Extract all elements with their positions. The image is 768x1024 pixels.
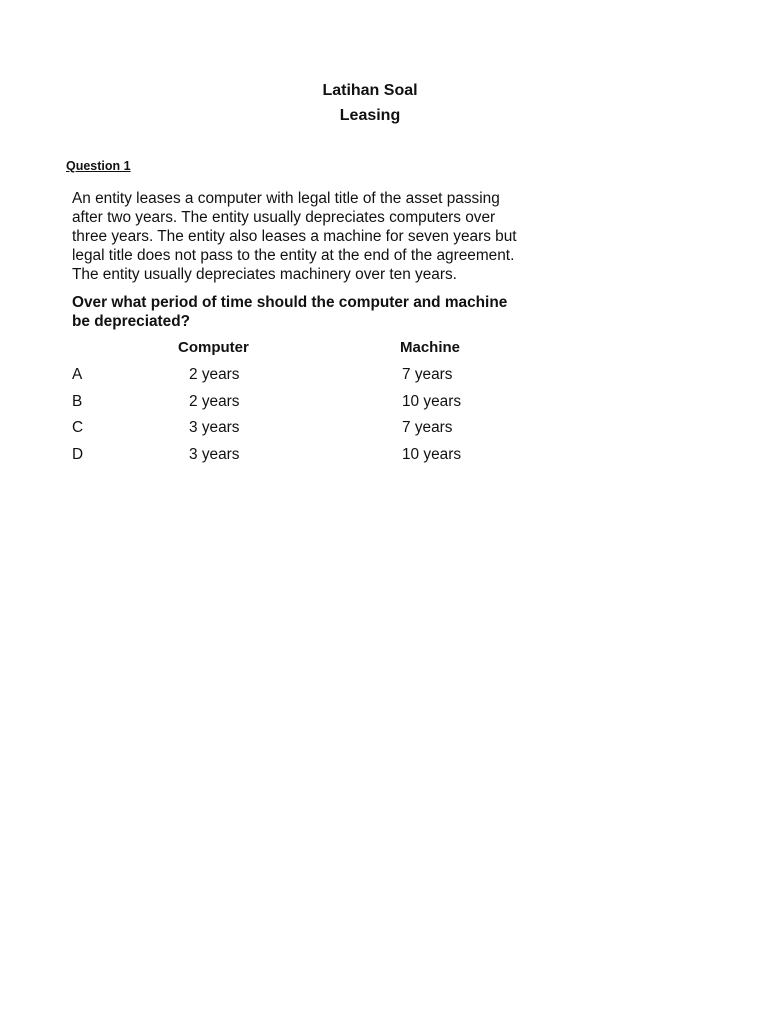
option-machine-value: 10 years xyxy=(402,393,462,410)
option-letter: D xyxy=(72,446,84,463)
question-body-line: after two years. The entity usually depreciates computers over xyxy=(72,209,496,226)
column-header-machine: Machine xyxy=(400,339,461,356)
title-line-1: Latihan Soal xyxy=(322,82,418,99)
question-prompt-line: be depreciated? xyxy=(72,313,191,330)
question-label: Question 1 xyxy=(66,159,131,173)
option-computer-value: 2 years xyxy=(189,393,240,410)
column-header-computer: Computer xyxy=(178,339,249,356)
question-body-line: The entity usually depreciates machinery over ten years. xyxy=(72,266,457,283)
option-machine-value: 7 years xyxy=(402,419,453,436)
option-computer-value: 3 years xyxy=(189,419,240,436)
question-prompt-line: Over what period of time should the computer and machine xyxy=(72,294,508,311)
question-prompt xyxy=(72,293,542,331)
question-body-line: legal title does not pass to the entity at the end of the agreement. xyxy=(72,247,515,264)
option-row-a xyxy=(0,366,768,392)
option-letter: A xyxy=(72,366,83,383)
option-computer-value: 2 years xyxy=(189,366,240,383)
option-row-c xyxy=(0,419,768,445)
option-row-b xyxy=(0,393,768,419)
option-machine-value: 7 years xyxy=(402,366,453,383)
title-line-2: Leasing xyxy=(339,107,401,124)
option-machine-value: 10 years xyxy=(402,446,462,463)
option-letter: B xyxy=(72,393,83,410)
option-computer-value: 3 years xyxy=(189,446,240,463)
option-letter: C xyxy=(72,419,84,436)
document-title xyxy=(0,78,740,128)
question-body xyxy=(72,189,542,284)
question-body-line: three years. The entity also leases a machine for seven years but xyxy=(72,228,517,245)
question-body-line: An entity leases a computer with legal title of the asset passing xyxy=(72,190,500,207)
option-row-d xyxy=(0,446,768,472)
